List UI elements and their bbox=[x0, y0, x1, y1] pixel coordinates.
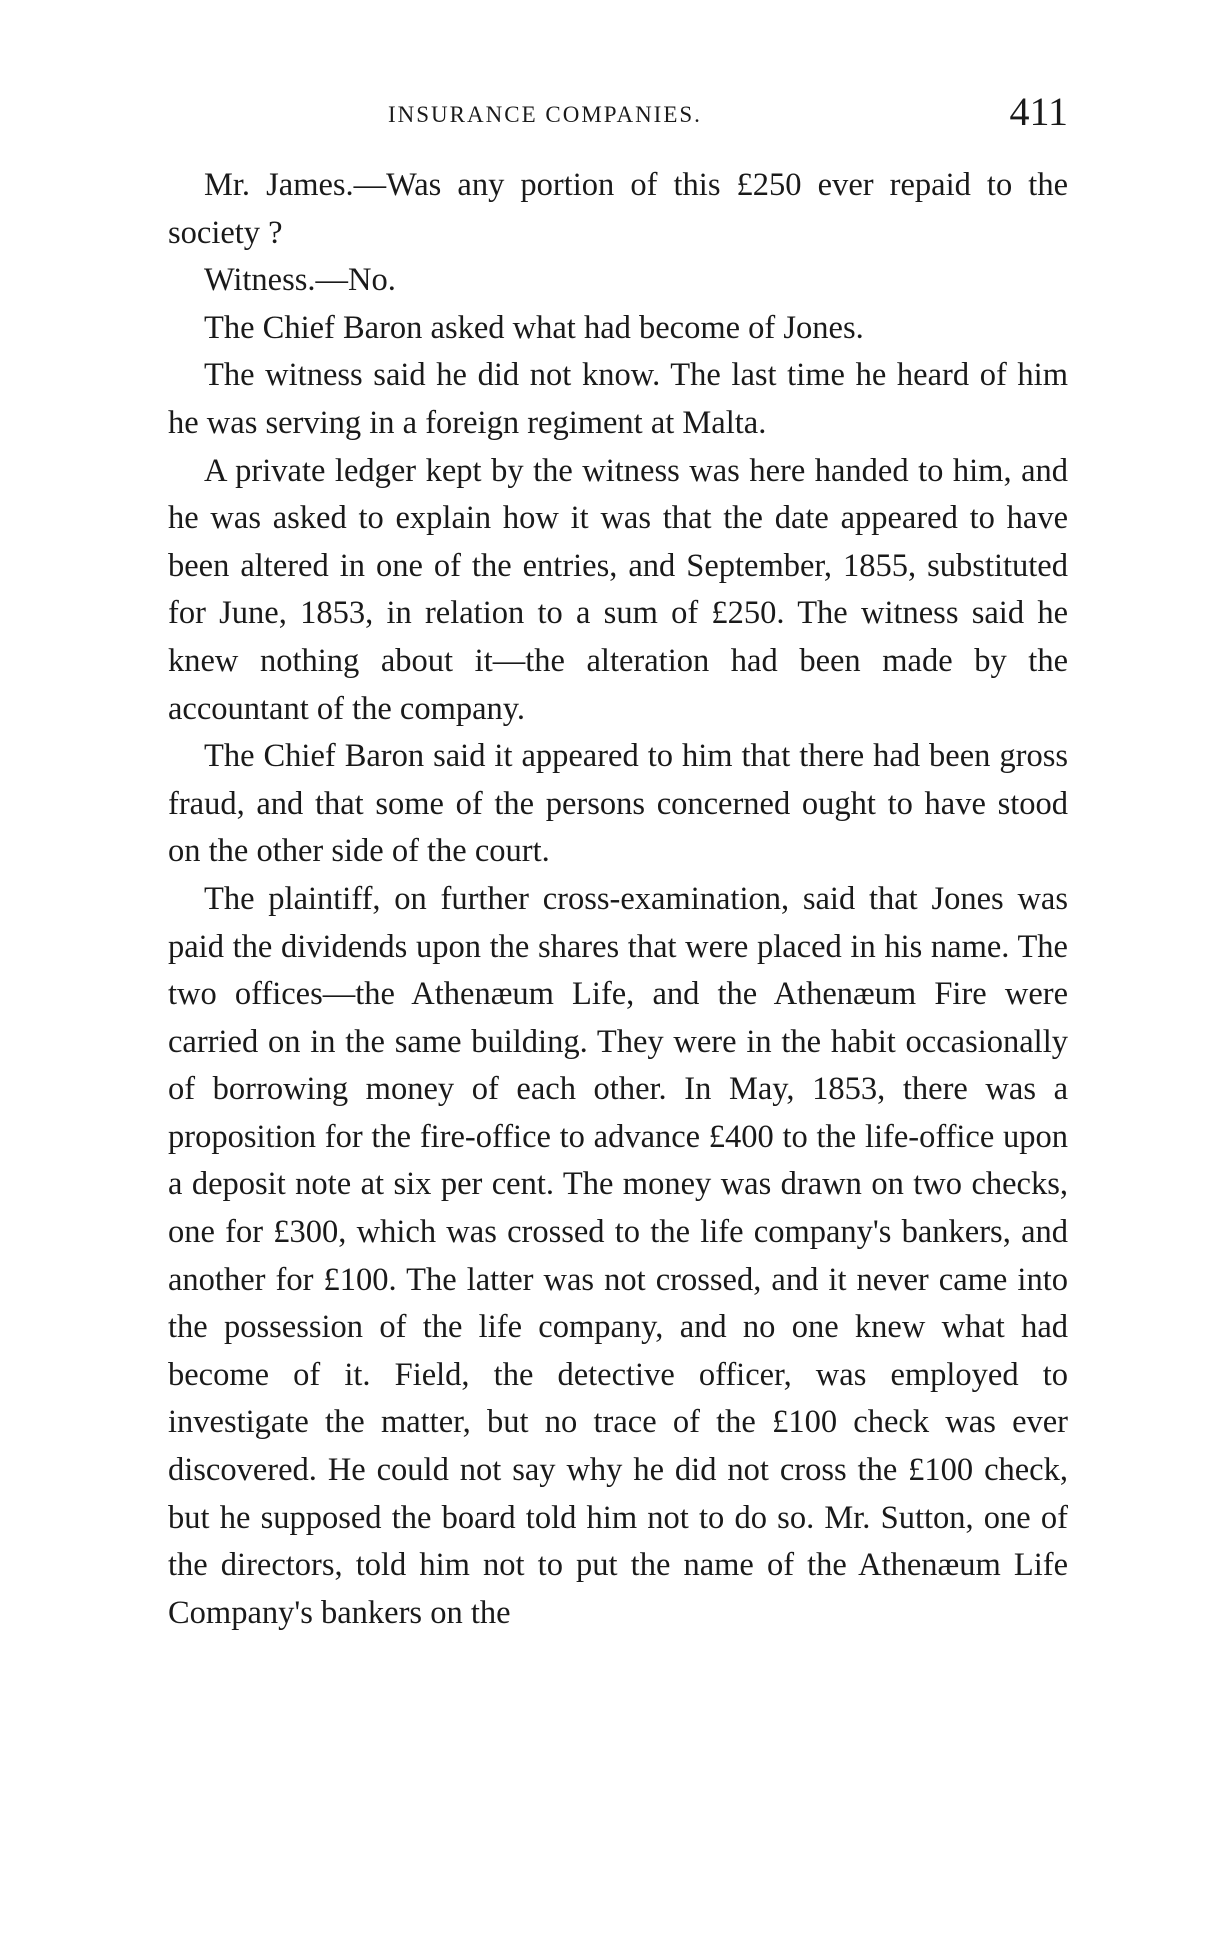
paragraph-james-question: Mr. James.—Was any portion of this £250 ever repaid to the society ? bbox=[168, 167, 1068, 251]
paragraph-gross-fraud: The Chief Baron said it appeared to him that there had been gross fraud, and that some of the persons concerned ought to have stood on the other side of the court. bbox=[168, 738, 1068, 870]
book-page bbox=[168, 88, 1068, 1637]
paragraph-private-ledger: A private ledger kept by the witness was here handed to him, and he was asked to explain how it was that the date appeared to have been altered in one of the entries, and September, 1855, substituted for June, 1853, in relation to a sum of £250. The witness said he knew nothing about it—the alteration had been made by the accountant of the company. bbox=[168, 452, 1068, 727]
paragraph-witness-answer: Witness.—No. bbox=[204, 262, 396, 299]
page-number: 411 bbox=[1009, 89, 1068, 134]
paragraph-witness-malta: The witness said he did not know. The last time he heard of him he was serving in a foreign regiment at Malta. bbox=[168, 357, 1068, 441]
running-head bbox=[168, 88, 1068, 148]
body-text bbox=[168, 162, 1068, 1637]
running-title: INSURANCE COMPANIES. bbox=[388, 102, 702, 127]
paragraph-chief-baron-question: The Chief Baron asked what had become of Jones. bbox=[204, 309, 864, 346]
paragraph-cross-examination: The plaintiff, on further cross-examination, said that Jones was paid the dividends upon the shares that were placed in his name. The two offices—the Athenæum Life, and the Athenæum Fire were carried on in the same building. They were in the habit occasionally of borrowing money of each other. In May, 1853, there was a proposition for the fire-office to advance £400 to the life-office upon a deposit note at six per cent. The money was drawn on two checks, one for £300, which was crossed to the life company's bankers, and another for £100. The latter was not crossed, and it never came into the possession of the life company, and no one knew what had become of it. Field, the detective officer, was employed to investigate the matter, but no trace of the £100 check was ever discovered. He could not say why he did not cross the £100 check, but he supposed the board told him not to do so. Mr. Sutton, one of the directors, told him not to put the name of the Athenæum Life Company's bankers on the bbox=[168, 880, 1068, 1631]
